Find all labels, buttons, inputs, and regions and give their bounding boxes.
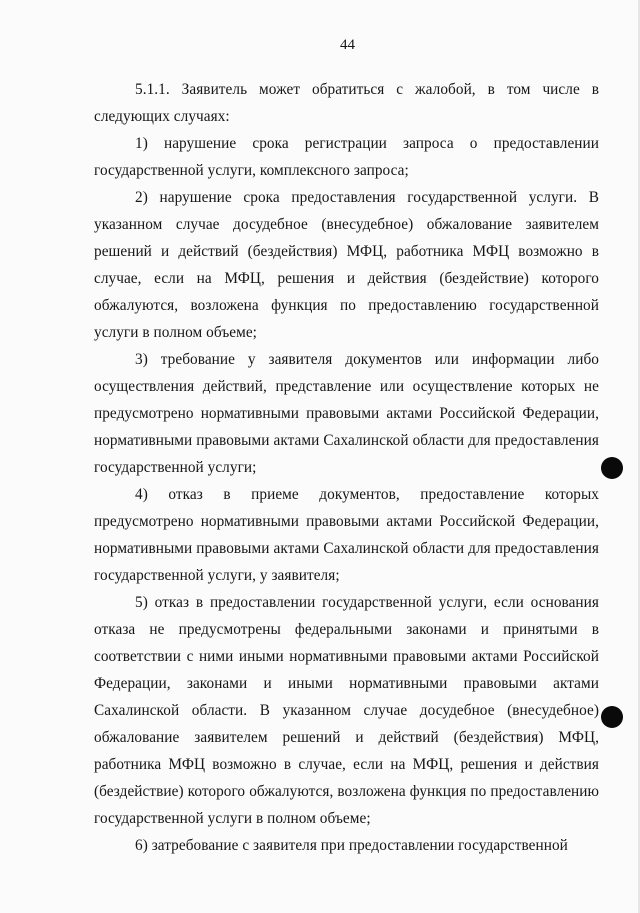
document-body <box>94 76 599 859</box>
binding-hole-mark <box>601 706 623 728</box>
list-item-6: 6) затребование с заявителя при предоставлении государственной <box>135 837 568 854</box>
binding-hole-mark <box>601 457 623 479</box>
list-item-4: 4) отказ в приеме документов, предоставление которых предусмотрено нормативными правовыми актами Российской Федерации, нормативными правовыми актами Сахалинской области для предоставления государственной услуги, у заявителя; <box>94 486 599 584</box>
list-item-3: 3) требование у заявителя документов или информации либо осуществления действий, представление или осуществление которых не предусмотрено нормативными правовыми актами Российской Федерации, нормативными правовыми актами Сахалинской области для предоставления государственной услуги; <box>94 351 599 476</box>
list-item-2: 2) нарушение срока предоставления государственной услуги. В указанном случае досудебное (внесудебное) обжалование заявителем решений и действий (бездействия) МФЦ, работника МФЦ возможно в случае, если на МФЦ, решения и действия (бездействие) которого обжалуются, возложена функция по предоставлению государственной услуги в полном объеме; <box>94 189 599 341</box>
list-item-5: 5) отказ в предоставлении государственной услуги, если основания отказа не предусмотрены федеральными законами и принятыми в соответствии с ними иными нормативными правовыми актами Российской Федерации, законами и иными нормативными правовыми актами Сахалинской области. В указанном случае досудебное (внесудебное) обжалование заявителем решений и действий (бездействия) МФЦ, работника МФЦ возможно в случае, если на МФЦ, решения и действия (бездействие) которого обжалуются, возложена функция по предоставлению государственной услуги в полном объеме; <box>94 594 599 827</box>
page-number: 44 <box>340 37 355 53</box>
paragraph-5-1-1: 5.1.1. Заявитель может обратиться с жалобой, в том числе в следующих случаях: <box>94 81 599 125</box>
list-item-1: 1) нарушение срока регистрации запроса о предоставлении государственной услуги, комплексного запроса; <box>94 135 599 179</box>
